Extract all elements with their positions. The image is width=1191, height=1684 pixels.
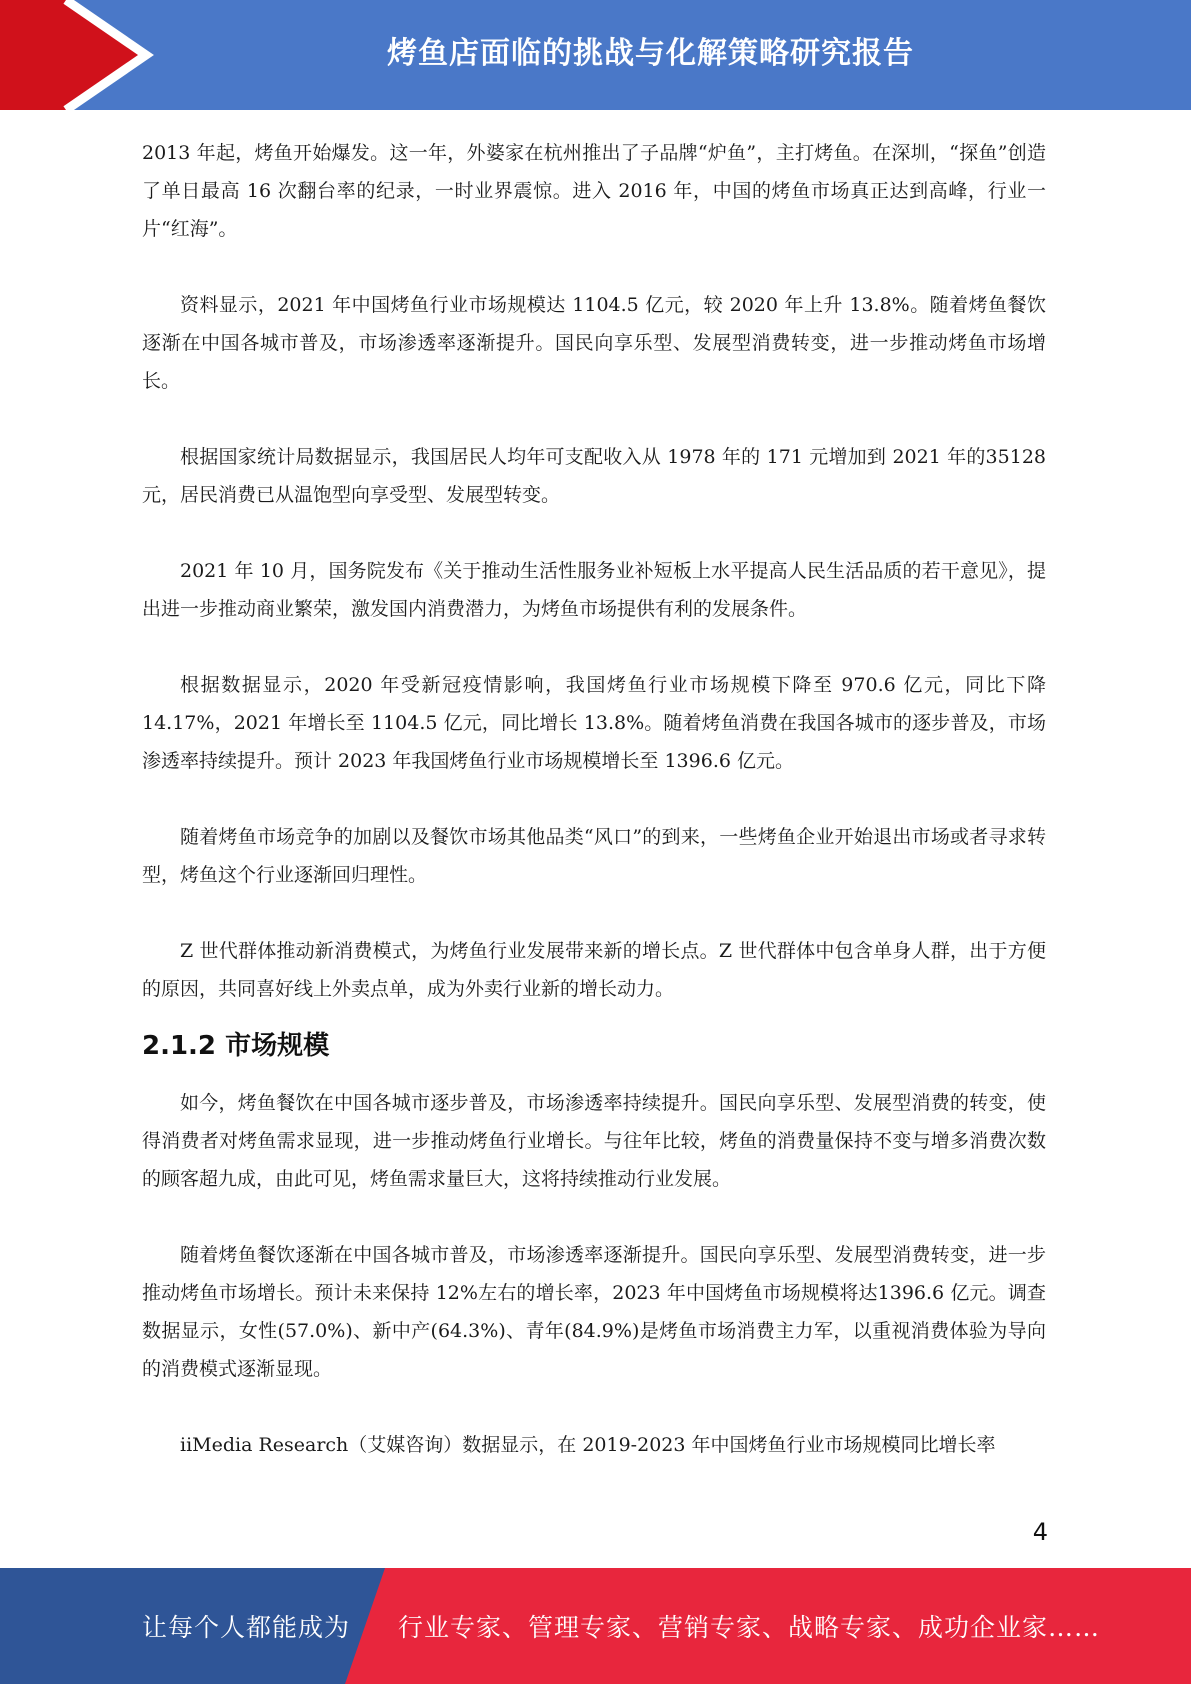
document-body: [142, 134, 1046, 1464]
paragraph-3: 根据国家统计局数据显示，我国居民人均年可支配收入从 1978 年的 171 元增加到 2021 年的35128 元，居民消费已从温饱型向享受型、发展型转变。: [142, 446, 1046, 506]
paragraph-6: 随着烤鱼市场竞争的加剧以及餐饮市场其他品类“风口”的到来，一些烤鱼企业开始退出市场或者寻求转型，烤鱼这个行业逐渐回归理性。: [142, 826, 1046, 886]
footer-slogan-right: 行业专家、管理专家、营销专家、战略专家、成功企业家……: [398, 1613, 1101, 1642]
page-footer: [0, 1568, 1191, 1684]
paragraph-10: iiMedia Research（艾媒咨询）数据显示，在 2019-2023 年中国烤鱼行业市场规模同比增长率: [180, 1434, 996, 1456]
page-header: [0, 0, 1191, 110]
paragraph-7: Z 世代群体推动新消费模式，为烤鱼行业发展带来新的增长点。Z 世代群体中包含单身人群，出于方便的原因，共同喜好线上外卖点单，成为外卖行业新的增长动力。: [142, 940, 1046, 1000]
footer-slogan-left: 让每个人都能成为: [142, 1613, 351, 1642]
paragraph-4: 2021 年 10 月，国务院发布《关于推动生活性服务业补短板上水平提高人民生活品质的若干意见》，提出进一步推动商业繁荣，激发国内消费潜力，为烤鱼市场提供有利的发展条件。: [142, 560, 1046, 620]
paragraph-8: 如今，烤鱼餐饮在中国各城市逐步普及，市场渗透率持续提升。国民向享乐型、发展型消费的转变，使得消费者对烤鱼需求显现，进一步推动烤鱼行业增长。与往年比较，烤鱼的消费量保持不变与增多消费次数的顾客超九成，由此可见，烤鱼需求量巨大，这将持续推动行业发展。: [142, 1092, 1046, 1190]
paragraph-9: 随着烤鱼餐饮逐渐在中国各城市普及，市场渗透率逐渐提升。国民向享乐型、发展型消费转变，进一步推动烤鱼市场增长。预计未来保持 12%左右的增长率，2023 年中国烤鱼市场规模将达1396.6 亿元。调查数据显示，女性(57.0%)、新中产(64.3%)、青年(84.9%)是烤鱼市场消费主力军，以重视消费体验为导向的消费模式逐渐显现。: [142, 1244, 1046, 1380]
paragraph-5: 根据数据显示，2020 年受新冠疫情影响，我国烤鱼行业市场规模下降至 970.6 亿元，同比下降 14.17%，2021 年增长至 1104.5 亿元，同比增长 13.8%。随着烤鱼消费在我国各城市的逐步普及，市场渗透率持续提升。预计 2023 年我国烤鱼行业市场规模增长至 1396.6 亿元。: [142, 674, 1046, 772]
paragraph-1: 2013 年起，烤鱼开始爆发。这一年，外婆家在杭州推出了子品牌“炉鱼”，主打烤鱼。在深圳，“探鱼”创造了单日最高 16 次翻台率的纪录，一时业界震惊。进入 2016 年，中国的烤鱼市场真正达到高峰，行业一片“红海”。: [142, 142, 1046, 240]
paragraph-2: 资料显示，2021 年中国烤鱼行业市场规模达 1104.5 亿元，较 2020 年上升 13.8%。随着烤鱼餐饮逐渐在中国各城市普及，市场渗透率逐渐提升。国民向享乐型、发展型消费转变，进一步推动烤鱼市场增长。: [142, 294, 1046, 392]
page-number: 4: [1032, 1518, 1048, 1546]
section-heading: 2.1.2 市场规模: [142, 1031, 330, 1061]
document-title: 烤鱼店面临的挑战与化解策略研究报告: [387, 36, 914, 71]
